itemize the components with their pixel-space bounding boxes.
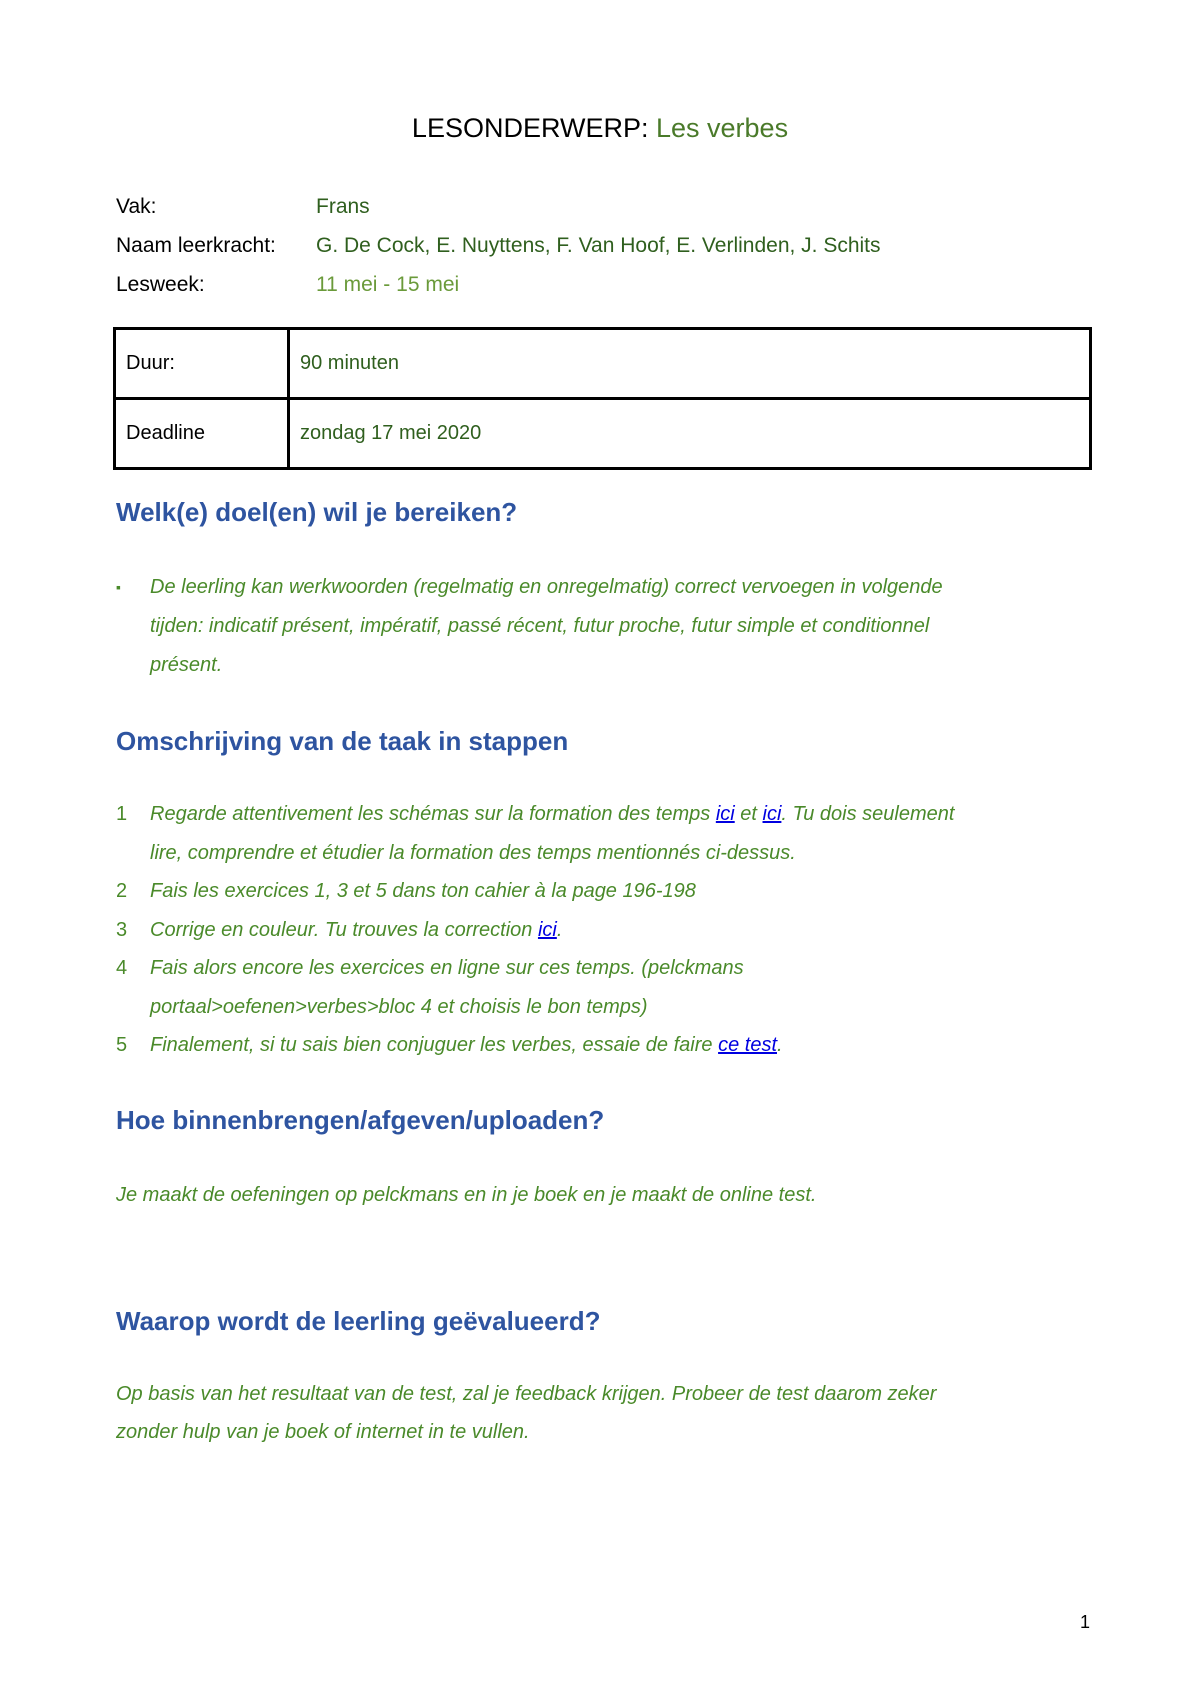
- step-1-continuation: [116, 834, 1076, 873]
- submit-heading: Hoe binnenbrengen/afgeven/uploaden?: [116, 1105, 605, 1135]
- goal-text: tijden: indicatif présent, impératif, passé récent, futur proche, futur simple et conditionnel: [150, 615, 930, 637]
- meta-value: G. De Cock, E. Nuyttens, F. Van Hoof, E. Verlinden, J. Schits: [316, 233, 881, 257]
- step-text: Regarde attentivement les schémas sur la formation des temps: [150, 803, 716, 825]
- step-4: [116, 949, 1076, 988]
- step-1: [116, 795, 1076, 834]
- table-row: [115, 329, 1091, 399]
- step-number: 1: [116, 803, 128, 825]
- list-item: [116, 568, 1066, 607]
- info-table: [113, 327, 1092, 470]
- evaluation-line: Op basis van het resultaat van de test, zal je feedback krijgen. Probeer de test daarom zeker: [116, 1383, 937, 1405]
- table-label: Deadline: [115, 399, 289, 469]
- meta-value: Frans: [316, 194, 370, 218]
- step-3: [116, 911, 1076, 950]
- lesson-meta: [116, 187, 1096, 304]
- step-5: [116, 1026, 1076, 1065]
- step-2: [116, 872, 1076, 911]
- step-text: et: [734, 803, 763, 825]
- meta-row-leerkracht: [116, 226, 1096, 265]
- submit-text: Je maakt de oefeningen op pelckmans en in je boek en je maakt de online test.: [116, 1184, 817, 1206]
- goals-heading: Welk(e) doel(en) wil je bereiken?: [116, 497, 518, 527]
- schema-link-2[interactable]: ici: [762, 803, 782, 825]
- meta-value: 11 mei - 15 mei: [316, 272, 460, 296]
- page-title: [0, 113, 1200, 144]
- step-text: Finalement, si tu sais bien conjuguer les verbes, essaie de faire: [150, 1034, 719, 1056]
- step-number: 4: [116, 957, 128, 979]
- step-4-continuation: [116, 988, 1076, 1027]
- evaluation-text: [116, 1375, 1076, 1451]
- steps-list: [116, 795, 1076, 1065]
- step-text: . Tu dois seulement: [781, 803, 955, 825]
- step-text: lire, comprendre et étudier la formation des temps mentionnés ci-dessus.: [150, 841, 796, 864]
- meta-row-vak: [116, 187, 1096, 226]
- step-number: 5: [116, 1034, 128, 1056]
- goals-list: [116, 568, 1066, 685]
- step-text: Corrige en couleur. Tu trouves la correction: [150, 918, 538, 941]
- goal-text: De leerling kan werkwoorden (regelmatig en onregelmatig) correct vervoegen in volgende: [150, 576, 943, 598]
- steps-heading: Omschrijving van de taak in stappen: [116, 726, 569, 756]
- step-number: 3: [116, 918, 128, 941]
- table-value: zondag 17 mei 2020: [289, 399, 1091, 469]
- schema-link-1[interactable]: ici: [715, 803, 735, 825]
- step-number: 2: [116, 880, 128, 902]
- goal-text: présent.: [150, 654, 223, 676]
- table-row: [115, 399, 1091, 469]
- list-item-continuation: [116, 646, 1066, 685]
- step-text: portaal>oefenen>verbes>bloc 4 et choisis le bon temps): [150, 995, 648, 1018]
- evaluation-line: zonder hulp van je boek of internet in te vullen.: [116, 1421, 530, 1443]
- evaluation-heading: Waarop wordt de leerling geëvalueerd?: [116, 1306, 601, 1336]
- step-text: .: [556, 918, 563, 941]
- bullet-icon: ▪: [116, 579, 121, 595]
- meta-row-lesweek: [116, 265, 1096, 304]
- table-label: Duur:: [115, 329, 289, 399]
- step-text: Fais alors encore les exercices en ligne sur ces temps. (pelckmans: [150, 957, 744, 979]
- correction-link[interactable]: ici: [537, 918, 557, 941]
- meta-label: Naam leerkracht:: [116, 233, 276, 257]
- title-value: Les verbes: [656, 113, 789, 143]
- meta-label: Lesweek:: [116, 272, 205, 296]
- step-text: Fais les exercices 1, 3 et 5 dans ton cahier à la page 196-198: [150, 880, 696, 902]
- meta-label: Vak:: [116, 194, 157, 218]
- step-text: .: [777, 1034, 783, 1056]
- table-value: 90 minuten: [289, 329, 1091, 399]
- page-number: 1: [1080, 1612, 1091, 1632]
- test-link[interactable]: ce test: [718, 1034, 777, 1056]
- list-item-continuation: [116, 607, 1066, 646]
- title-label: LESONDERWERP:: [411, 113, 649, 143]
